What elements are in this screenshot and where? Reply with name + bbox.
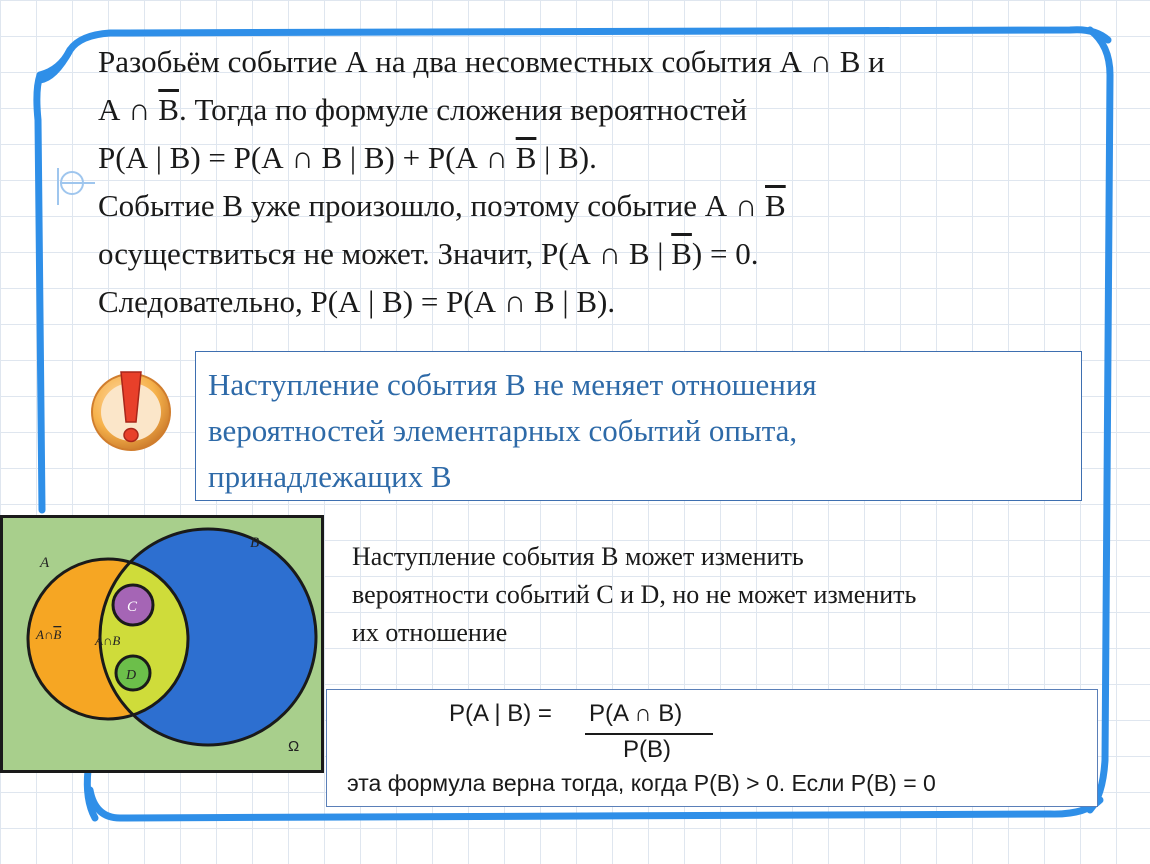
key-insight-box	[195, 351, 1082, 501]
label-a-not-b: A∩B	[36, 627, 62, 642]
formula-lhs: P(A | B) =	[449, 700, 552, 727]
label-d: D	[126, 668, 137, 683]
main-line-6: Следовательно, Р(А | В) = Р(А ∩ В | В).	[98, 284, 616, 319]
main-line-2: А ∩ В. Тогда по формуле сложения вероятностей	[98, 92, 748, 127]
warning-exclamation-icon	[88, 364, 174, 454]
formula-denominator: P(B)	[623, 736, 671, 763]
main-line-4: Событие В уже произошло, поэтому событие А ∩ В	[98, 188, 786, 223]
label-c: C	[127, 599, 138, 615]
main-line-3: Р(А | В) = Р(А ∩ В | В) + Р(А ∩ В | В).	[98, 140, 597, 175]
conditional-probability-formula	[326, 689, 1098, 807]
key-insight-text: Наступление события В не меняет отношения вероятностей элементарных событий опыта, принадлежащих В	[208, 367, 817, 494]
venn-diagram	[0, 515, 324, 773]
venn-note: Наступление события В может изменить вероятности событий C и D, но не может изменить их отношение	[352, 542, 917, 647]
formula-condition: эта формула верна тогда, когда P(B) > 0. Если P(B) = 0	[347, 770, 936, 796]
main-line-1: Разобьём событие А на два несовместных события А ∩ В и	[98, 44, 885, 79]
label-omega: Ω	[288, 738, 300, 755]
fraction-bar	[585, 733, 713, 735]
label-a: A	[40, 555, 50, 571]
label-b: B	[250, 535, 260, 551]
main-explanation	[98, 38, 1088, 326]
formula-numerator: P(A ∩ B)	[589, 700, 683, 727]
main-line-5: осуществиться не может. Значит, Р(А ∩ В | В) = 0.	[98, 236, 759, 271]
label-a-and-b: A∩B	[95, 633, 121, 648]
